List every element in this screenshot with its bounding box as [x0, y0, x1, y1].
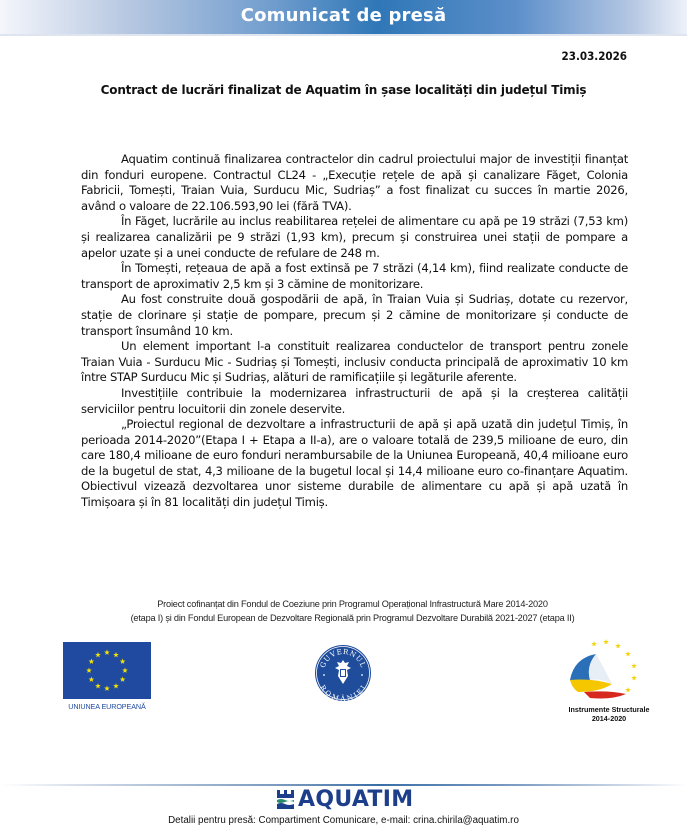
release-date: 23.03.2026 — [561, 49, 627, 63]
gov-bottom-text: ROMÂNIEI — [318, 683, 368, 702]
eu-flag-icon — [63, 642, 151, 699]
eu-logo — [63, 642, 151, 712]
is-label-line: Instrumente Structurale — [568, 705, 650, 714]
structural-instruments-label — [556, 705, 662, 723]
paragraph: Un element important l-a constituit realizarea conductelor de transport pentru zonele Traian Vuia - Surducu Mic - Sudriaș și Tomești, inclusiv conducta principală de aproximativ 10 km între STAP Surducu Mic și Sudriaș, alături de ramificațiile și legăturile aferente. — [81, 339, 628, 385]
cofinancing-note — [80, 597, 625, 625]
is-star-icon — [631, 675, 637, 680]
paragraph: Investițiile contribuie la modernizarea infrastructurii de apă și la creșterea calității serviciilor pentru locuitorii din zonele deservite. — [81, 385, 628, 416]
eu-star-icon — [122, 668, 128, 673]
is-star-icon — [591, 641, 597, 646]
aquatim-castle-icon — [276, 790, 296, 810]
structural-instruments-icon — [556, 638, 662, 704]
paragraph: „Proiectul regional de dezvoltare a infrastructurii de apă și apă uzată din județul Timiș, în perioada 2014-2020”(Etapa I + Etapa a II-a), are o valoare totală de 239,5 milioane de euro, din care 180,4 milioane de euro fonduri nerambursabile de la Uniunea Europeană, 40,4 milioane euro de la bugetul de stat, 4,3 milioane de la bugetul local și 14,4 milioane euro co-finanțare Aquatim. Obiectivul vizează dezvoltarea unor sisteme durabile de alimentare cu apă și apă uzată în Timișoara și în 81 localități din județul Timiș. — [81, 417, 628, 510]
press-contact: Detalii pentru presă: Compartiment Comunicare, e-mail: crina.chirila@aquatim.ro — [168, 815, 519, 826]
paragraph: Au fost construite două gospodării de apă, în Traian Vuia și Sudriaș, dotate cu rezervor, stație de clorinare și stație de pompare, precum și 2 cămine de monitorizare și conducte de transport însumând 10 km. — [81, 292, 628, 338]
press-release-banner — [0, 0, 687, 36]
paragraph: În Tomești, rețeaua de apă a fost extinsă pe 7 străzi (4,14 km), fiind realizate conducte de transport de aproximativ 2,5 km și 3 cămine de monitorizare. — [81, 261, 628, 291]
is-star-icon — [625, 651, 631, 656]
eu-star-icon — [104, 650, 110, 655]
eu-star-icon — [95, 652, 101, 657]
is-label-line: 2014-2020 — [591, 714, 627, 723]
footer-divider — [0, 784, 687, 786]
is-star-icon — [615, 643, 621, 648]
is-star-icon — [631, 663, 637, 668]
is-star-icon — [603, 639, 609, 644]
eu-star-icon — [113, 683, 119, 688]
article-body — [81, 152, 628, 511]
headline: Contract de lucrări finalizat de Aquatim în șase localități din județul Timiș — [100, 83, 587, 97]
eu-star-icon — [113, 652, 119, 657]
aquatim-logo — [276, 788, 436, 812]
eu-star-icon — [86, 668, 92, 673]
paragraph: Aquatim continuă finalizarea contractelor din cadrul proiectului major de investiții finanțat din fonduri europene. Contractul CL24 - „Execuție rețele de apă și canalizare Făget, Colonia Fabricii, Tomești, Traian Vuia, Surducu Mic, Sudriaș” a fost finalizat cu succes în martie 2026, având o valoare de 22.106.593,90 lei (fără TVA). — [81, 152, 628, 213]
paragraph: În Făget, lucrările au inclus reabilitarea rețelei de alimentare cu apă pe 19 străzi (7,53 km) și realizarea canalizării pe 9 străzi (1,93 km), precum și construirea unei stații de pompare a apelor uzate și a unei conducte de refulare de 248 m. — [81, 214, 628, 260]
banner-title: Comunicat de presă — [240, 5, 447, 26]
structural-instruments-logo — [556, 638, 666, 728]
eu-star-icon — [104, 686, 110, 691]
eu-star-icon — [89, 677, 95, 682]
cofinancing-line: (etapa I) și din Fondul European de Dezvoltare Regională prin Programul Dezvoltare Durabilă 2021-2027 (etapa II) — [130, 613, 575, 623]
eu-star-icon — [120, 659, 126, 664]
eu-star-icon — [89, 659, 95, 664]
eu-star-icon — [120, 677, 126, 682]
cofinancing-line: Proiect cofinanțat din Fondul de Coeziune prin Programul Operațional Infrastructură Mare 2014-2020 — [157, 599, 548, 609]
is-star-icon — [625, 687, 631, 692]
romanian-government-logo — [314, 644, 372, 702]
eu-star-icon — [95, 683, 101, 688]
gov-top-text: GUVERNUL — [318, 647, 368, 670]
aquatim-wordmark: AQUATIM — [298, 787, 414, 812]
eu-label: UNIUNEA EUROPEANĂ — [68, 702, 146, 711]
